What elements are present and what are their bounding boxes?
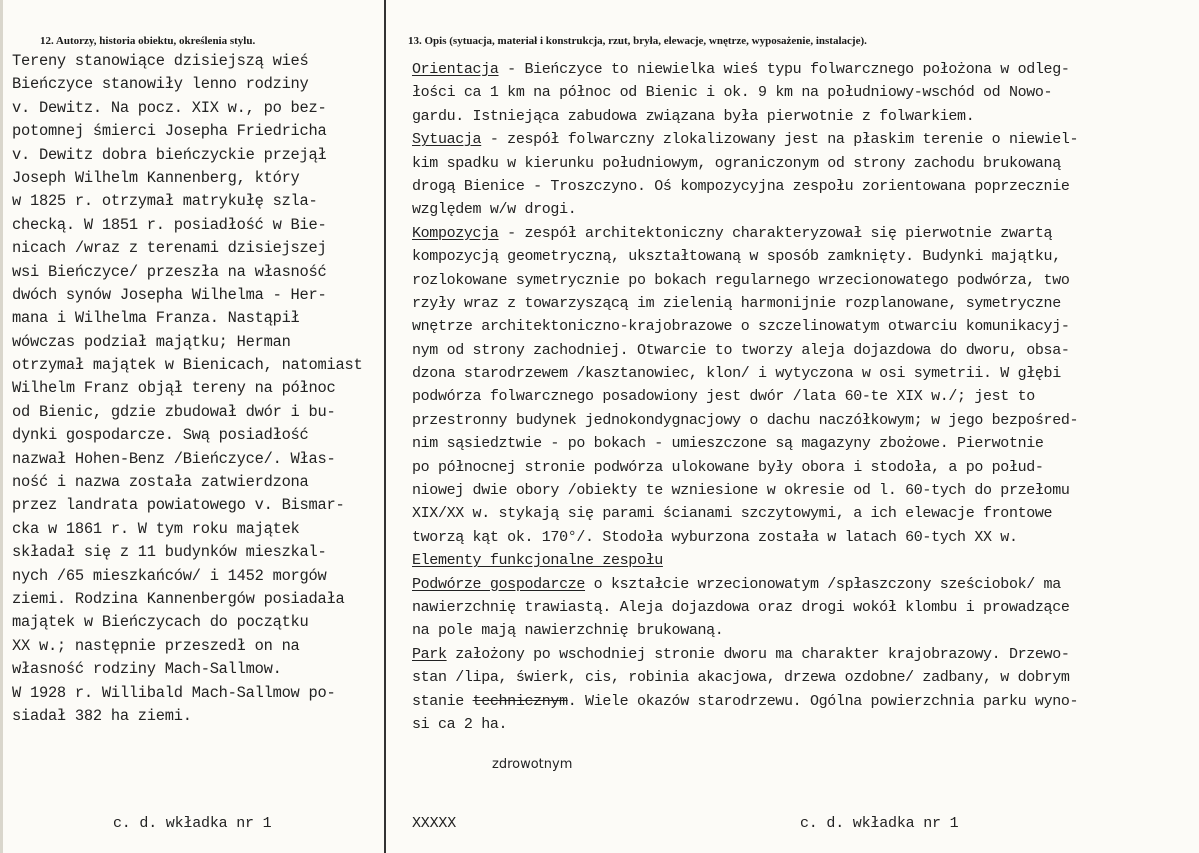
line-text: drogą Bienice - Troszczyno. Oś kompozycyjna zespołu zorientowana poprzecznie — [412, 177, 1070, 195]
column-divider — [384, 0, 386, 853]
description-line — [412, 479, 1196, 502]
history-line: cka w 1861 r. W tym roku majątek — [12, 519, 300, 538]
history-line: otrzymał majątek w Bienicach, natomiast — [12, 356, 363, 375]
description-line — [412, 385, 1196, 408]
history-line: Joseph Wilhelm Kannenberg, który — [12, 168, 300, 187]
history-line: Tereny stanowiące dzisiejszą wieś — [12, 52, 309, 70]
description-line — [412, 222, 1196, 245]
description-line — [412, 58, 1196, 81]
line-text: po północnej stronie podwórza ulokowane były obora i stodoła, a po połud- — [412, 458, 1044, 476]
history-line: mana i Wilhelma Franza. Nastąpił — [12, 309, 300, 328]
description-line — [412, 292, 1196, 315]
history-line: wsi Bieńczyce/ przeszła na własność — [12, 262, 327, 281]
history-line: dwóch synów Josepha Wilhelma - Her- — [12, 285, 327, 304]
paper-edge — [0, 0, 3, 853]
line-text: nim sąsiedztwie - po bokach - umieszczone są magazyny zbożowe. Pierwotnie — [412, 435, 1044, 453]
history-line: v. Dewitz. Na pocz. XIX w., po bez- — [12, 98, 327, 117]
footer-left-continuation: c. d. wkładka nr 1 — [113, 815, 272, 832]
line-text: rzyły wraz z towarzyszącą im zielenią harmonijnie rozplanowane, symetryczne — [412, 294, 1061, 312]
line-text: dzona starodrzewem /kasztanowiec, klon/ i wytyczona w osi symetrii. W głębi — [412, 365, 1061, 383]
description-line — [412, 81, 1196, 104]
description-line — [412, 198, 1196, 221]
description-line — [412, 643, 1196, 666]
section-13-header: 13. Opis (sytuacja, materiał i konstrukcja, rzut, bryła, elewacje, wnętrze, wyposażenie, instalacje). — [408, 35, 867, 47]
description-line — [412, 315, 1196, 338]
line-text: podwórza folwarcznego posadowiony jest dwór /lata 60-te XIX w./; jest to — [412, 388, 1035, 406]
description-line — [412, 152, 1196, 175]
line-text: niowej dwie obory /obiekty te wzniesione w okresie od l. 60-tych do przełomu — [412, 482, 1070, 500]
line-text: stan /lipa, świerk, cis, robinia akacjowa, drzewa ozdobne/ zadbany, w dobrym — [412, 669, 1070, 687]
footer-right-continuation: c. d. wkładka nr 1 — [800, 815, 959, 832]
description-line — [412, 713, 1196, 736]
section-heading: Podwórze gospodarcze — [412, 575, 586, 593]
history-line: W 1928 r. Willibald Mach-Sallmow po- — [12, 683, 336, 702]
line-text: rozlokowane symetrycznie po bokach regularnego wrzecionowatego podwórza, two — [412, 271, 1070, 289]
description-line — [412, 666, 1196, 689]
line-text: względem w/w drogi. — [412, 201, 577, 219]
history-line: potomnej śmierci Josepha Friedricha — [12, 122, 327, 141]
history-line: v. Dewitz dobra bieńczyckie przejął — [12, 145, 327, 164]
history-text-column — [12, 50, 384, 728]
description-line — [412, 526, 1196, 549]
history-line: przez landrata powiatowego v. Bismar- — [12, 496, 345, 515]
line-text: si ca 2 ha. — [412, 715, 508, 733]
history-line: w 1825 r. otrzymał matrykułę szla- — [12, 192, 318, 211]
line-text: gardu. Istniejąca zabudowa związana była pierwotnie z folwarkiem. — [412, 107, 975, 125]
line-text: - zespół folwarczny zlokalizowany jest na płaskim terenie o niewiel- — [481, 131, 1079, 149]
history-line: majątek w Bieńczycach do początku — [12, 613, 309, 632]
history-line: Wilhelm Franz objął tereny na północ — [12, 379, 336, 398]
description-line — [412, 175, 1196, 198]
description-line — [412, 502, 1196, 525]
line-text: tworzą kąt ok. 170°/. Stodoła wyburzona została w latach 60-tych XX w. — [412, 528, 1018, 546]
description-line — [412, 269, 1196, 292]
handwritten-insertion: zdrowotnym — [492, 757, 573, 772]
description-line — [412, 362, 1196, 385]
description-text-column — [412, 58, 1196, 736]
section-heading: Sytuacja — [412, 131, 482, 149]
line-text: łości ca 1 km na północ od Bienic i ok. 9 km na południowy-wschód od Nowo- — [412, 84, 1053, 102]
history-line: nych /65 mieszkańców/ i 1452 morgów — [12, 566, 327, 585]
description-line — [412, 596, 1196, 619]
line-text: przestronny budynek jednokondygnacjowy o dachu naczółkowym; w jego bezpośred- — [412, 411, 1079, 429]
description-line — [412, 339, 1196, 362]
description-line — [412, 573, 1196, 596]
section-12-header: 12. Autorzy, historia obiektu, określenia stylu. — [40, 35, 256, 47]
section-heading: Elementy funkcjonalne zespołu — [412, 552, 663, 570]
description-line — [412, 245, 1196, 268]
struck-word: technicznym — [472, 692, 568, 710]
line-text: nym od strony zachodniej. Otwarcie to tworzy aleja dojazdowa do dworu, obsa- — [412, 341, 1070, 359]
line-text: na pole mają nawierzchnię brukowaną. — [412, 622, 724, 640]
history-line: Bieńczyce stanowiły lenno rodziny — [12, 75, 309, 94]
history-line: checką. W 1851 r. posiadłość w Bie- — [12, 215, 327, 234]
history-line: dynki gospodarcze. Swą posiadłość — [12, 426, 309, 445]
line-text: wnętrze architektoniczno-krajobrazowe o szczelinowatym otwarciu komunikacyj- — [412, 318, 1070, 336]
description-line — [412, 409, 1196, 432]
line-text: stanie — [412, 692, 473, 710]
history-line: od Bienic, gdzie zbudował dwór i bu- — [12, 402, 336, 421]
line-text: założony po wschodniej stronie dworu ma charakter krajobrazowy. Drzewo- — [446, 645, 1070, 663]
section-heading: Orientacja — [412, 61, 499, 78]
history-line: ziemi. Rodzina Kannenbergów posiadała — [12, 589, 345, 608]
history-line: własność rodziny Mach-Sallmow. — [12, 660, 282, 679]
history-line: nazwał Hohen-Benz /Bieńczyce/. Włas- — [12, 449, 336, 468]
description-line — [412, 432, 1196, 455]
line-text: kim spadku w kierunku południowym, ograniczonym od strony zachodu brukowaną — [412, 154, 1061, 172]
description-line — [412, 128, 1196, 151]
line-text: nawierzchnię trawiastą. Aleja dojazdowa oraz drogi wokół klombu i prowadzące — [412, 598, 1070, 616]
description-line — [412, 456, 1196, 479]
line-text: XIX/XX w. stykają się parami ścianami szczytowymi, a ich elewacje frontowe — [412, 505, 1053, 523]
history-line: XX w.; następnie przeszedł on na — [12, 636, 300, 655]
section-heading: Kompozycja — [412, 224, 499, 242]
line-text: . Wiele okazów starodrzewu. Ogólna powierzchnia parku wyno- — [567, 692, 1079, 710]
footer-struck-code: XXXXX — [412, 815, 457, 832]
description-line — [412, 549, 1196, 572]
line-text: o kształcie wrzecionowatym /spłaszczony sześciobok/ ma — [585, 575, 1061, 593]
history-line: wówczas podział majątku; Herman — [12, 332, 291, 351]
line-text: - Bieńczyce to niewielka wieś typu folwarcznego położona w odleg- — [498, 61, 1070, 78]
history-line: składał się z 11 budynków mieszkal- — [12, 543, 327, 562]
section-heading: Park — [412, 645, 447, 663]
description-line — [412, 619, 1196, 642]
history-line: nicach /wraz z terenami dzisiejszej — [12, 239, 327, 258]
line-text: kompozycją geometryczną, ukształtowaną w sposób zamknięty. Budynki majątku, — [412, 248, 1061, 266]
description-line — [412, 105, 1196, 128]
history-line: siadał 382 ha ziemi. — [12, 706, 192, 725]
line-text: - zespół architektoniczny charakteryzował się pierwotnie zwartą — [498, 224, 1053, 242]
history-line: ność i nazwa została zatwierdzona — [12, 473, 309, 492]
description-line — [412, 690, 1196, 713]
